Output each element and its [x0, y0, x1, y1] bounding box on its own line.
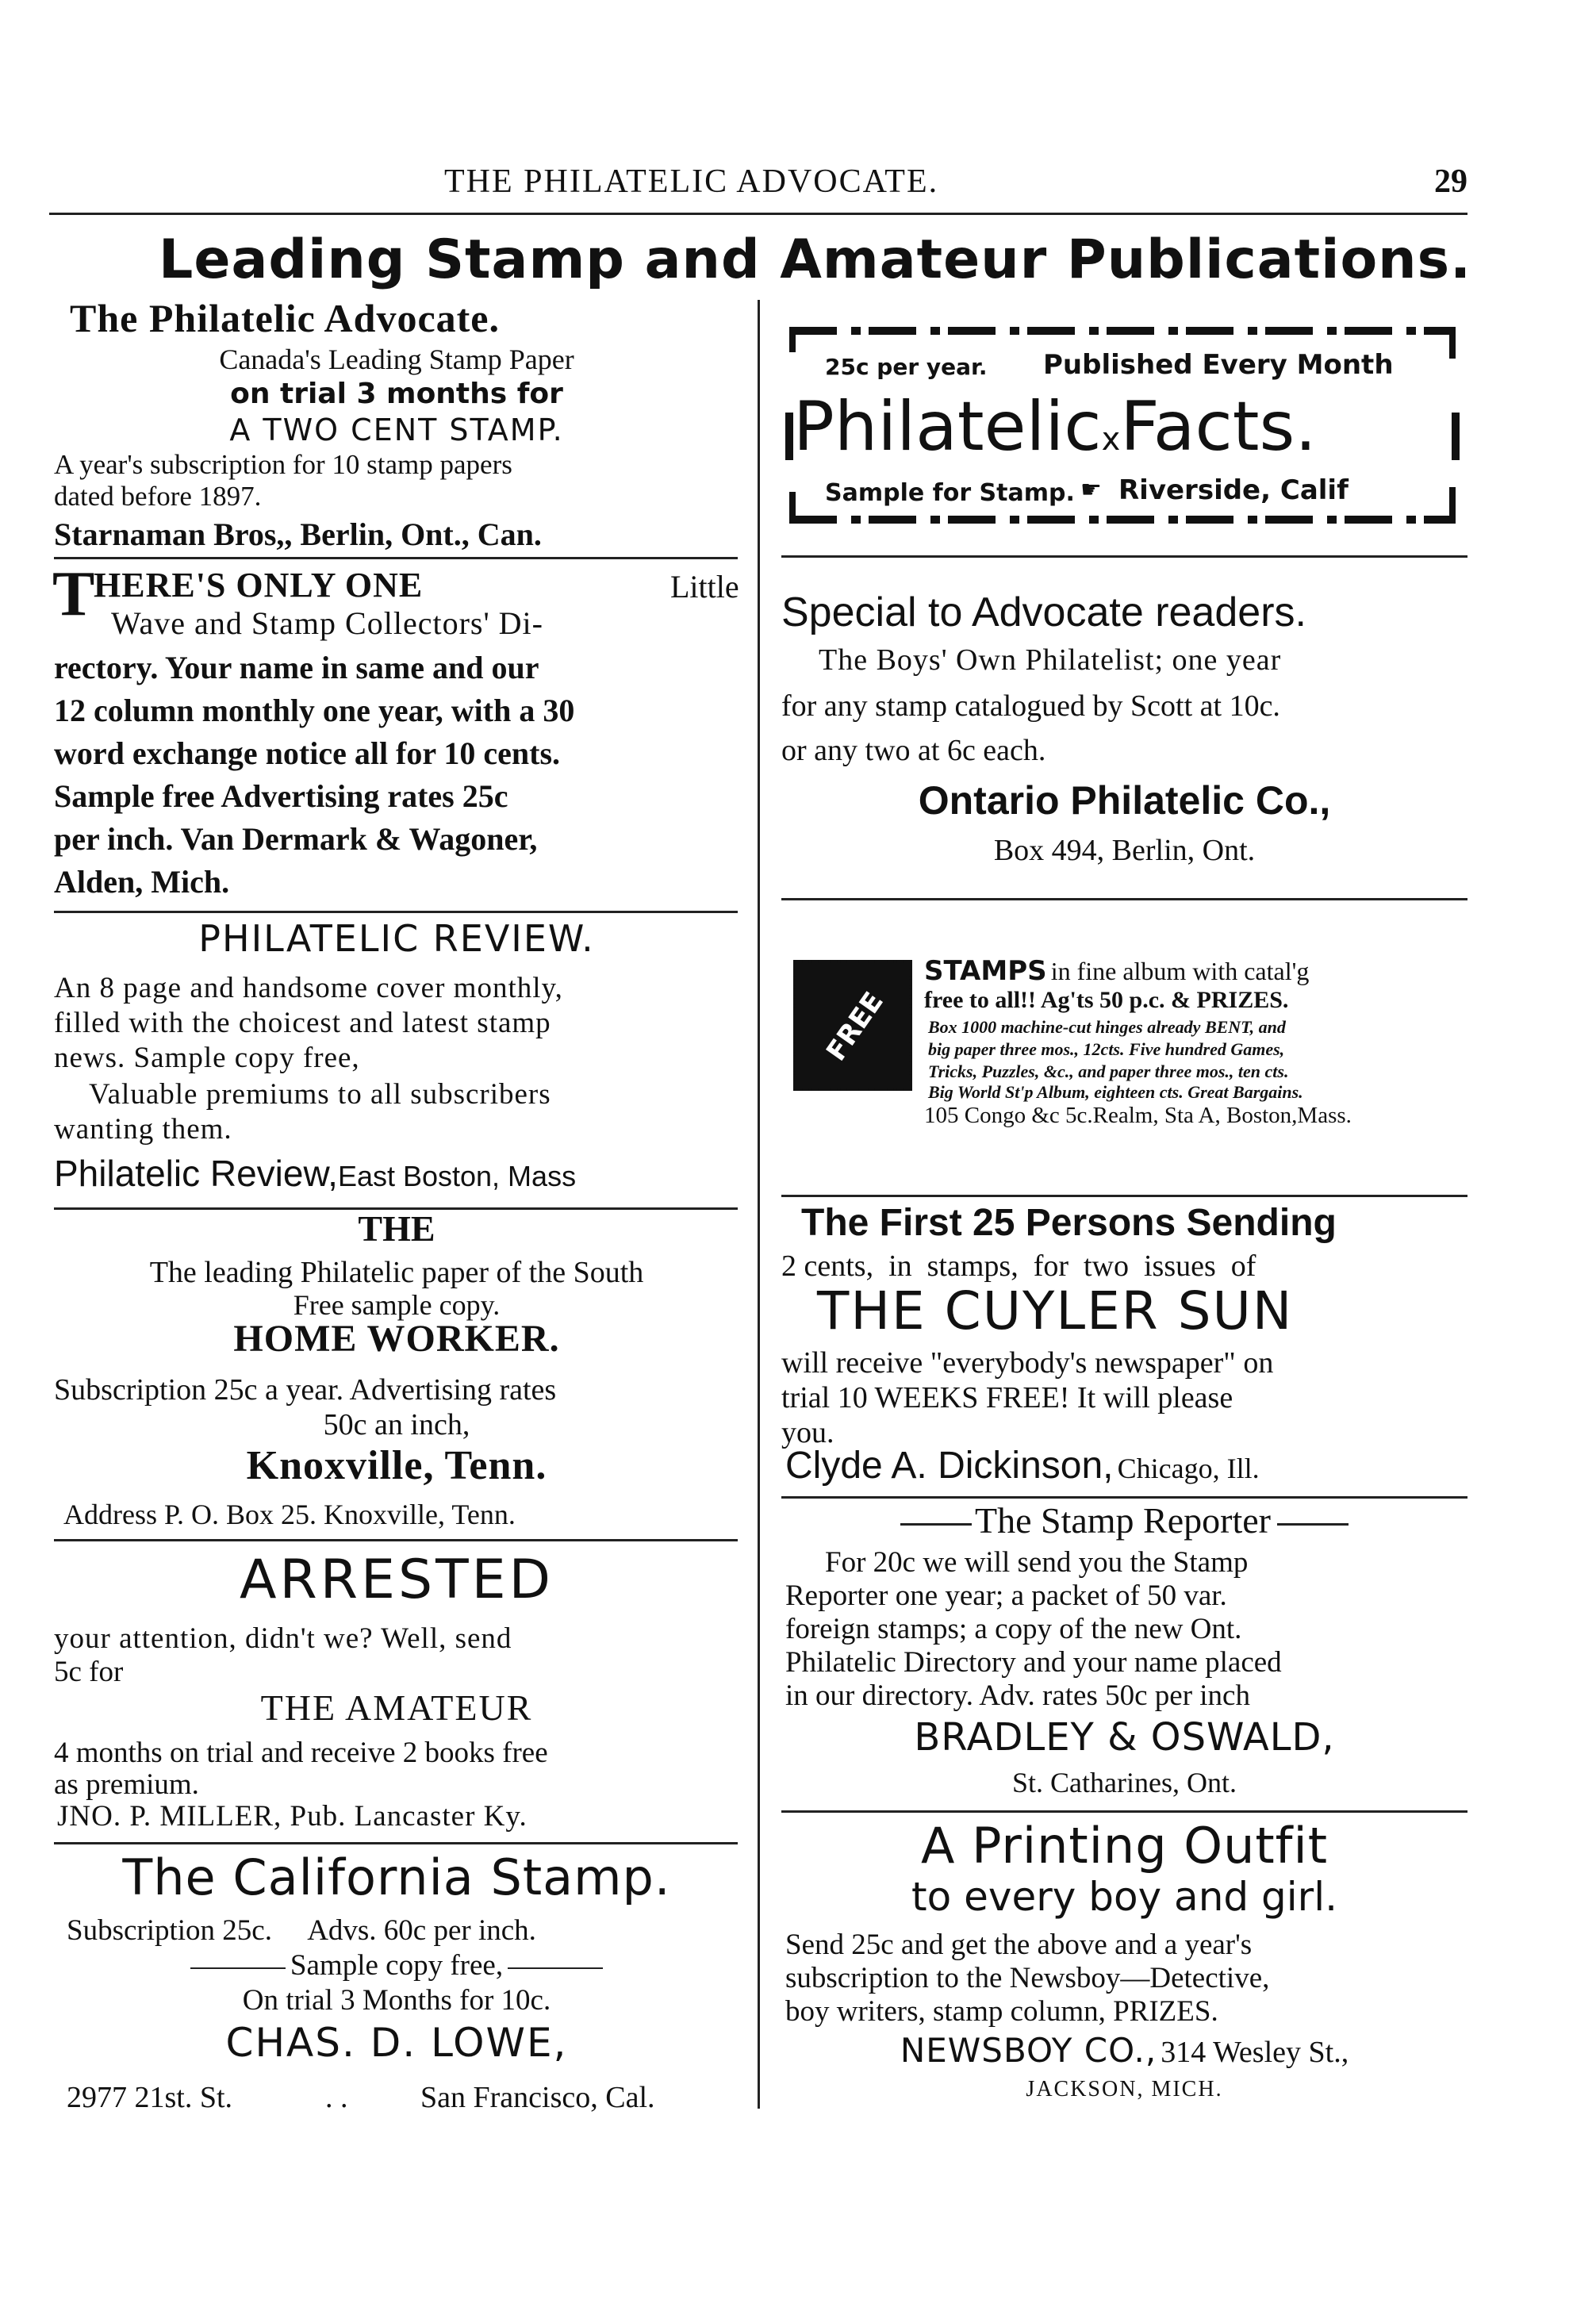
ad-keyword-stamps: STAMPS: [924, 955, 1047, 987]
main-heading: Leading Stamp and Amateur Publications.: [159, 228, 1471, 291]
ad-address-dots: . .: [325, 2081, 348, 2114]
ad-line: for any stamp catalogued by Scott at 10c.: [781, 689, 1280, 723]
publisher-name: Philatelic Review,: [54, 1153, 338, 1194]
ad-subscription-price: 25c per year.: [825, 354, 988, 380]
publisher-name: Clyde A. Dickinson,: [785, 1445, 1114, 1487]
ad-line: A TWO CENT STAMP.: [229, 413, 564, 447]
ad-line: dated before 1897.: [54, 481, 262, 512]
ad-line: filled with the choicest and latest stamp: [54, 1007, 551, 1039]
ad-line: Reporter one year; a packet of 50 var.: [785, 1579, 1227, 1612]
ad-separator: [54, 1842, 738, 1844]
publisher-address: East Boston, Mass: [337, 1160, 577, 1192]
ad-name: THE CUYLER SUN: [817, 1280, 1294, 1341]
ad-line: in our directory. Adv. rates 50c per inch: [785, 1679, 1250, 1712]
rule-dash: [190, 1967, 286, 1969]
ad-separator: [781, 898, 1467, 900]
ad-address: JNO. P. MILLER, Pub. Lancaster Ky.: [57, 1800, 528, 1833]
ornamental-border-right-mid: [1452, 413, 1460, 460]
ad-line: Wave and Stamp Collectors' Di-: [111, 605, 543, 641]
ornamental-border-right: [1449, 327, 1456, 359]
ad-line: you.: [781, 1416, 834, 1449]
free-stamp-block: [793, 960, 912, 1091]
ad-signature: [785, 1444, 1260, 1487]
ad-separator: [781, 1496, 1467, 1499]
ad-title: The California Stamp.: [122, 1848, 671, 1906]
ad-city: JACKSON, MICH.: [1026, 2077, 1223, 2101]
ad-line: will receive "everybody's newspaper" on: [781, 1346, 1274, 1380]
ad-title: The First 25 Persons Sending: [801, 1202, 1337, 1244]
ad-line: trial 10 WEEKS FREE! It will please: [781, 1381, 1233, 1414]
ad-line: on trial 3 months for: [230, 378, 563, 410]
ad-line: as premium.: [54, 1768, 199, 1801]
ad-signature: [54, 1152, 576, 1195]
ad-line: Free sample copy.: [293, 1289, 501, 1321]
ad-line: Subscription 25c a year. Advertising rates: [54, 1373, 557, 1407]
sample-copy-text: Sample copy free,: [290, 1949, 504, 1982]
title-part-facts: Facts.: [1120, 387, 1317, 466]
free-stamp-text: FREE: [820, 986, 890, 1067]
title-part-philatelic: Philatelic: [793, 387, 1102, 466]
ad-subtitle: to every boy and girl.: [911, 1874, 1337, 1920]
ad-city: Knoxville, Tenn.: [246, 1443, 547, 1488]
ad-line: The Boys' Own Philatelist; one year: [819, 643, 1282, 677]
ad-line: [56, 1948, 738, 1982]
ad-line: 105 Congo &c 5c.Realm, Sta A, Boston,Mass.: [924, 1103, 1352, 1128]
page-number: 29: [1434, 163, 1467, 200]
ad-address: Starnaman Bros,, Berlin, Ont., Can.: [54, 516, 542, 552]
ad-line: Little: [670, 569, 739, 605]
ad-line: free to all!! Ag'ts 50 p.c. & PRIZES.: [924, 987, 1289, 1013]
ad-line: Tricks, Puzzles, &c., and paper three mos., ten cts.: [928, 1061, 1289, 1081]
ad-line: 5c for: [54, 1656, 124, 1688]
ad-title-row: [781, 1499, 1467, 1541]
ad-title: THE: [358, 1208, 435, 1249]
ad-line-text: in fine album with catal'g: [1050, 957, 1310, 985]
ad-address-city: San Francisco, Cal.: [420, 2081, 655, 2114]
ad-title: ARRESTED: [239, 1549, 554, 1611]
ornamental-border-left: [789, 327, 796, 352]
ad-separator: [781, 555, 1467, 558]
ad-street: 314 Wesley St.,: [1161, 2036, 1349, 2069]
ad-line: your attention, didn't we? Well, send: [54, 1622, 512, 1655]
ornamental-border-bottom: [789, 516, 1456, 524]
ad-line: For 20c we will send you the Stamp: [825, 1546, 1249, 1579]
ad-separator: [781, 1810, 1467, 1813]
pointing-hand-icon: ☛: [1080, 476, 1102, 504]
ad-line: rectory. Your name in same and our: [54, 650, 539, 685]
ad-name: BRADLEY & OSWALD,: [914, 1715, 1335, 1760]
ad-line: or any two at 6c each.: [781, 734, 1046, 767]
ad-line: per inch. Van Dermark & Wagoner,: [54, 821, 538, 857]
ad-line: A year's subscription for 10 stamp papers: [54, 449, 512, 480]
ad-line: On trial 3 Months for 10c.: [242, 1984, 551, 2017]
title-x-ornament: x: [1101, 421, 1121, 458]
ad-name: HOME WORKER.: [233, 1318, 560, 1360]
ad-separator: [54, 911, 738, 913]
ad-line: news. Sample copy free,: [54, 1042, 360, 1074]
ad-name: CHAS. D. LOWE,: [225, 2020, 568, 2066]
ornamental-border-top: [789, 327, 1456, 335]
ad-line: [924, 955, 1309, 987]
ornamental-border-left-bottom: [789, 492, 796, 524]
ad-line: Canada's Leading Stamp Paper: [219, 344, 574, 375]
ad-line: Send 25c and get the above and a year's: [785, 1929, 1253, 1961]
ad-address-street: 2977 21st. St.: [67, 2081, 233, 2114]
ad-line: Subscription 25c. Advs. 60c per inch.: [67, 1914, 536, 1947]
ad-line: 12 column monthly one year, with a 30: [54, 693, 575, 728]
ad-line: 4 months on trial and receive 2 books free: [54, 1737, 548, 1769]
ad-title: Special to Advocate readers.: [781, 589, 1306, 635]
ad-separator: [781, 1195, 1467, 1197]
ad-title: PHILATELIC REVIEW.: [198, 917, 595, 960]
column-divider: [758, 300, 760, 2109]
ad-line: 50c an inch,: [323, 1408, 470, 1441]
rule-dash: [508, 1967, 603, 1969]
ad-line: Philatelic Directory and your name placed: [785, 1646, 1282, 1679]
ad-location: Riverside, Calif: [1118, 474, 1349, 506]
ad-line: foreign stamps; a copy of the new Ont.: [785, 1613, 1242, 1645]
ad-title: [793, 387, 1317, 466]
ad-sample-offer: Sample for Stamp.: [825, 479, 1075, 507]
ad-title: The Stamp Reporter: [974, 1500, 1271, 1541]
rule-dash: [1277, 1523, 1349, 1526]
ad-title: A Printing Outfit: [920, 1817, 1329, 1875]
ad-address: Box 494, Berlin, Ont.: [993, 834, 1256, 867]
ornamental-border-right-bottom: [1449, 487, 1456, 524]
drop-cap: T: [52, 559, 95, 629]
ad-line: boy writers, stamp column, PRIZES.: [785, 1995, 1218, 2028]
running-header-title: THE PHILATELIC ADVOCATE.: [444, 163, 939, 200]
ad-line: 2 cents, in stamps, for two issues of: [781, 1249, 1256, 1283]
ad-name: THE AMATEUR: [260, 1687, 533, 1728]
ad-line: Box 1000 machine-cut hinges already BENT, and: [928, 1017, 1286, 1037]
ad-line: word exchange notice all for 10 cents.: [54, 735, 561, 771]
ad-line: Big World St'p Album, eighteen cts. Great Bargains.: [928, 1082, 1303, 1102]
ad-line: The leading Philatelic paper of the South: [149, 1256, 644, 1289]
ad-name: NEWSBOY CO.,: [900, 2031, 1157, 2070]
ornamental-border-left-mid: [785, 413, 793, 460]
ad-line: big paper three mos., 12cts. Five hundred Games,: [928, 1039, 1285, 1059]
ad-separator: [54, 1539, 738, 1541]
ad-line: Alden, Mich.: [54, 864, 230, 900]
ad-name-row: [781, 2031, 1467, 2070]
ad-line: wanting them.: [54, 1113, 232, 1146]
header-rule: [49, 213, 1467, 215]
ad-line: Sample free Advertising rates 25c: [54, 778, 508, 814]
ad-title: HERE'S ONLY ONE: [94, 566, 424, 605]
ad-line: Valuable premiums to all subscribers: [89, 1078, 551, 1111]
ad-title: The Philatelic Advocate.: [70, 296, 500, 340]
ad-line: subscription to the Newsboy—Detective,: [785, 1962, 1270, 1994]
ad-name: Ontario Philatelic Co.,: [918, 778, 1331, 823]
ad-address: St. Catharines, Ont.: [1012, 1767, 1237, 1798]
ad-line: An 8 page and handsome cover monthly,: [54, 972, 563, 1004]
publisher-address: Chicago, Ill.: [1117, 1453, 1260, 1484]
ad-line: Address P. O. Box 25. Knoxville, Tenn.: [63, 1499, 516, 1530]
rule-dash: [900, 1523, 972, 1526]
ad-separator: [54, 557, 738, 559]
ad-frequency: Published Every Month: [1043, 349, 1394, 381]
